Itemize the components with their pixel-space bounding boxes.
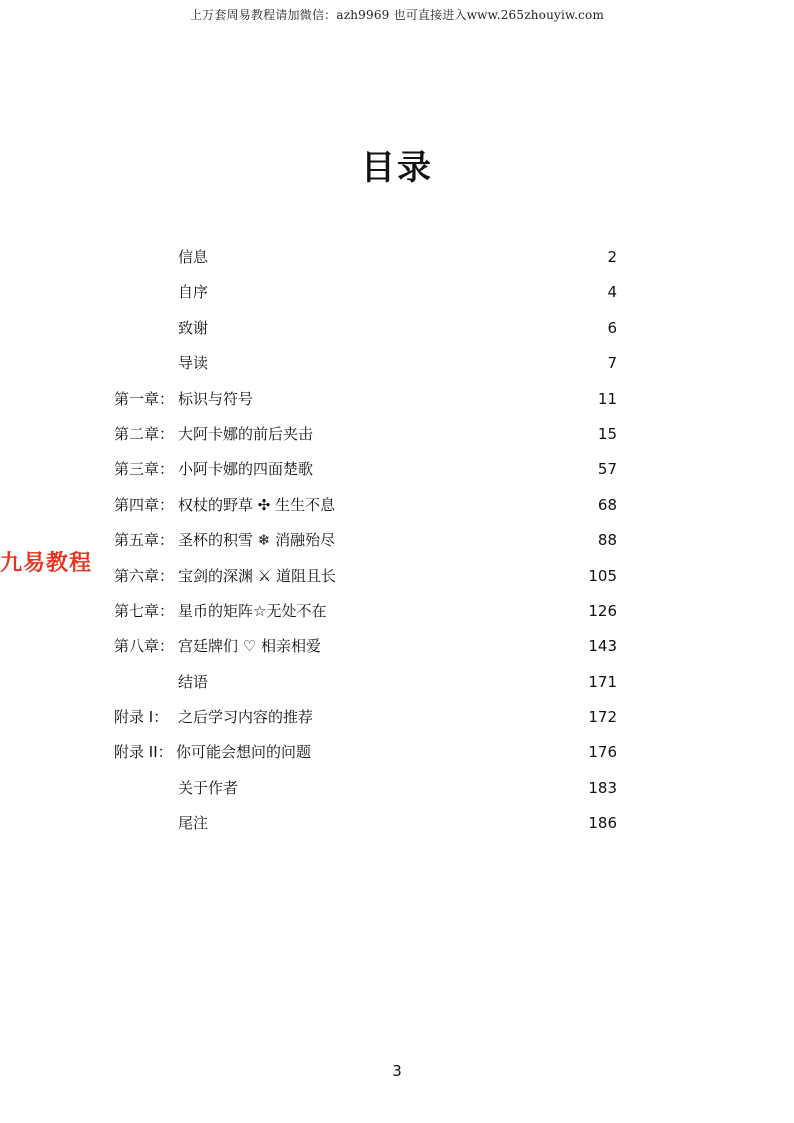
toc-entry[interactable]	[114, 806, 617, 841]
toc-entry-title: 尾注	[178, 814, 209, 833]
toc-entry[interactable]	[114, 771, 617, 806]
toc-entry[interactable]	[114, 559, 617, 594]
toc-entry[interactable]	[114, 452, 617, 487]
toc-entry[interactable]	[114, 594, 617, 629]
toc-entry-page: 126	[588, 601, 617, 620]
toc-entry-page: 183	[588, 778, 617, 797]
toc-entry-title: 宝剑的深渊 ⚔ 道阻且长	[178, 566, 336, 585]
toc-entry-prefix: 第六章：	[114, 566, 175, 585]
toc-entry-page: 15	[597, 424, 617, 443]
toc-entry-page: 186	[588, 814, 617, 833]
toc-entry-page: 57	[597, 460, 617, 479]
toc-entry-prefix: 第八章：	[114, 637, 175, 656]
toc-entry-title: 小阿卡娜的四面楚歌	[178, 460, 314, 479]
toc-entry[interactable]	[114, 665, 617, 700]
toc-entry-title: 圣杯的积雪 ❄ 消融殆尽	[178, 531, 336, 550]
toc-entry-title: 关于作者	[178, 778, 239, 797]
toc-entry-title: 标识与符号	[178, 389, 254, 408]
toc-entry-page: 11	[597, 389, 617, 408]
toc-entry-title: 宫廷牌们 ♡ 相亲相爱	[178, 637, 321, 656]
toc-entry-page: 4	[607, 283, 617, 302]
toc-entry-prefix: 第七章：	[114, 601, 175, 620]
toc-list	[114, 240, 617, 842]
toc-entry-title: 自序	[178, 283, 209, 302]
toc-entry-prefix: 附录 II：	[114, 743, 173, 762]
toc-entry-title: 信息	[178, 248, 209, 266]
page-title: 目录	[361, 148, 433, 188]
toc-entry-prefix: 附录 I：	[114, 708, 169, 727]
toc-entry-page: 88	[597, 531, 617, 550]
toc-entry[interactable]	[114, 382, 617, 417]
toc-entry-title: 大阿卡娜的前后夹击	[178, 424, 314, 443]
toc-entry-title: 结语	[178, 672, 209, 691]
toc-entry-page: 68	[597, 495, 617, 514]
toc-entry-page: 7	[607, 354, 617, 373]
toc-entry[interactable]	[114, 346, 617, 381]
toc-entry[interactable]	[114, 417, 617, 452]
toc-entry-page: 6	[607, 318, 617, 337]
toc-entry-page: 2	[607, 248, 617, 266]
toc-entry[interactable]	[114, 523, 617, 558]
toc-entry-prefix: 第四章：	[114, 495, 175, 514]
toc-entry-prefix: 第五章：	[114, 531, 175, 550]
toc-entry[interactable]	[114, 700, 617, 735]
toc-entry[interactable]	[114, 488, 617, 523]
toc-entry-page: 105	[588, 566, 617, 585]
toc-entry-page: 171	[588, 672, 617, 691]
toc-entry-title: 星币的矩阵☆无处不在	[178, 601, 327, 620]
watermark-logo-text: 九易教程	[0, 551, 93, 576]
page-number: 3	[392, 1062, 402, 1080]
toc-entry[interactable]	[114, 735, 617, 770]
toc-entry-prefix: 第三章：	[114, 460, 175, 479]
toc-entry-prefix: 第一章：	[114, 389, 175, 408]
toc-entry-title: 你可能会想问的问题	[176, 743, 312, 762]
toc-entry[interactable]	[114, 311, 617, 346]
toc-entry-prefix: 第二章：	[114, 424, 175, 443]
toc-entry-title: 权杖的野草 ✣ 生生不息	[178, 495, 336, 514]
toc-entry-title: 之后学习内容的推荐	[178, 708, 314, 727]
toc-entry-title: 致谢	[178, 318, 209, 337]
toc-entry[interactable]	[114, 629, 617, 664]
toc-entry-title: 导读	[178, 354, 209, 373]
toc-entry[interactable]	[114, 240, 617, 275]
toc-entry[interactable]	[114, 275, 617, 310]
toc-entry-page: 143	[588, 637, 617, 656]
toc-entry-page: 176	[588, 743, 617, 762]
header-note: 上万套周易教程请加微信：azh9969 也可直接进入www.265zhouyiw.com	[189, 8, 605, 22]
toc-entry-page: 172	[588, 708, 617, 727]
